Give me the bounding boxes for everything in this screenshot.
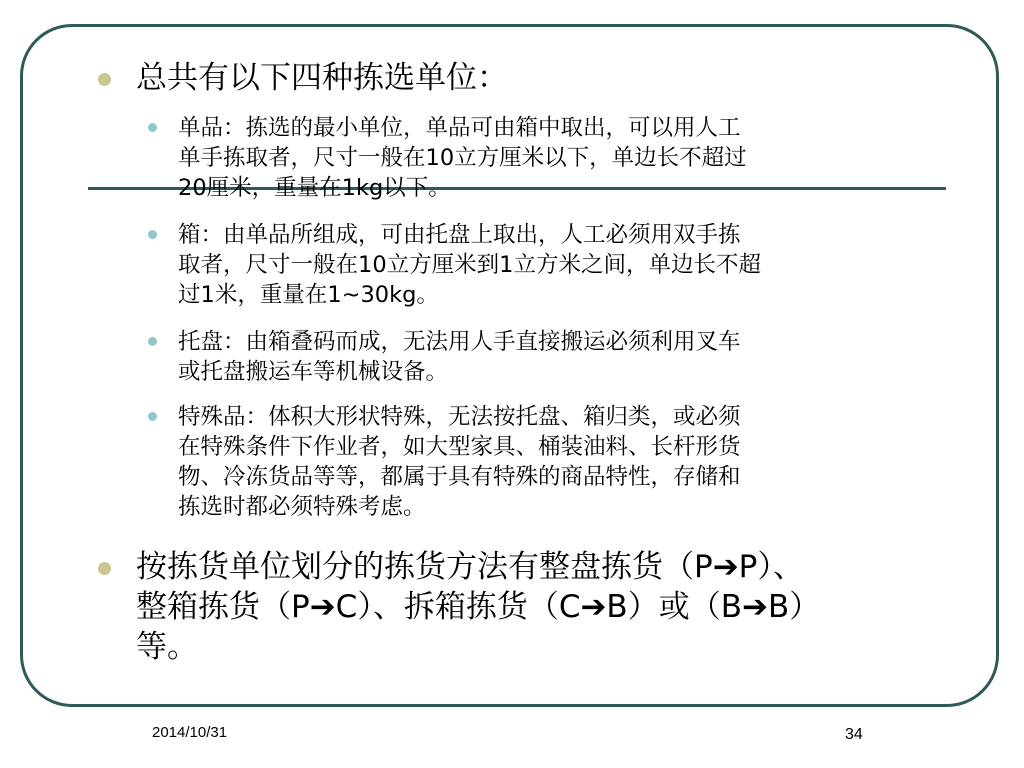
footer-date: 2014/10/31 [152,724,228,741]
sub-bullet-dot-icon [148,337,157,346]
sub-bullet-dot-icon [148,412,157,421]
sub-bullet-dot-icon [148,123,157,132]
bullet-text-2: 按拣货单位划分的拣货方法有整盘拣货（P➔P）、 整箱拣货（P➔C）、拆箱拣货（C➔B）或（B➔B） 等。 [136,549,821,665]
page-number: 34 [845,726,863,743]
sub-bullet-text-2: 箱：由单品所组成，可由托盘上取出，人工必须用双手拣 取者，尺寸一般在10立方厘米到1立方米之间，单边长不超 过1米，重量在1~30kg。 [178,222,761,308]
bullet-dot-icon [98,73,111,86]
sub-bullet-text-4: 特殊品：体积大形状特殊，无法按托盘、箱归类，或必须 在特殊条件下作业者，如大型家具、桶装油料、长杆形货 物、冷冻货品等等，都属于具有特殊的商品特性，存储和 拣选时都必须特殊考虑。 [178,404,741,520]
bullet-text-1: 总共有以下四种拣选单位： [136,60,508,96]
sub-bullet-text-3: 托盘：由箱叠码而成，无法用人手直接搬运必须利用叉车 或托盘搬运车等机械设备。 [178,329,741,385]
bullet-dot-icon [98,562,111,575]
sub-bullet-text-1: 单品：拣选的最小单位，单品可由箱中取出，可以用人工 单手拣取者，尺寸一般在10立方厘米以下，单边长不超过 20厘米，重量在1kg以下。 [178,115,747,201]
sub-bullet-dot-icon [148,230,157,239]
